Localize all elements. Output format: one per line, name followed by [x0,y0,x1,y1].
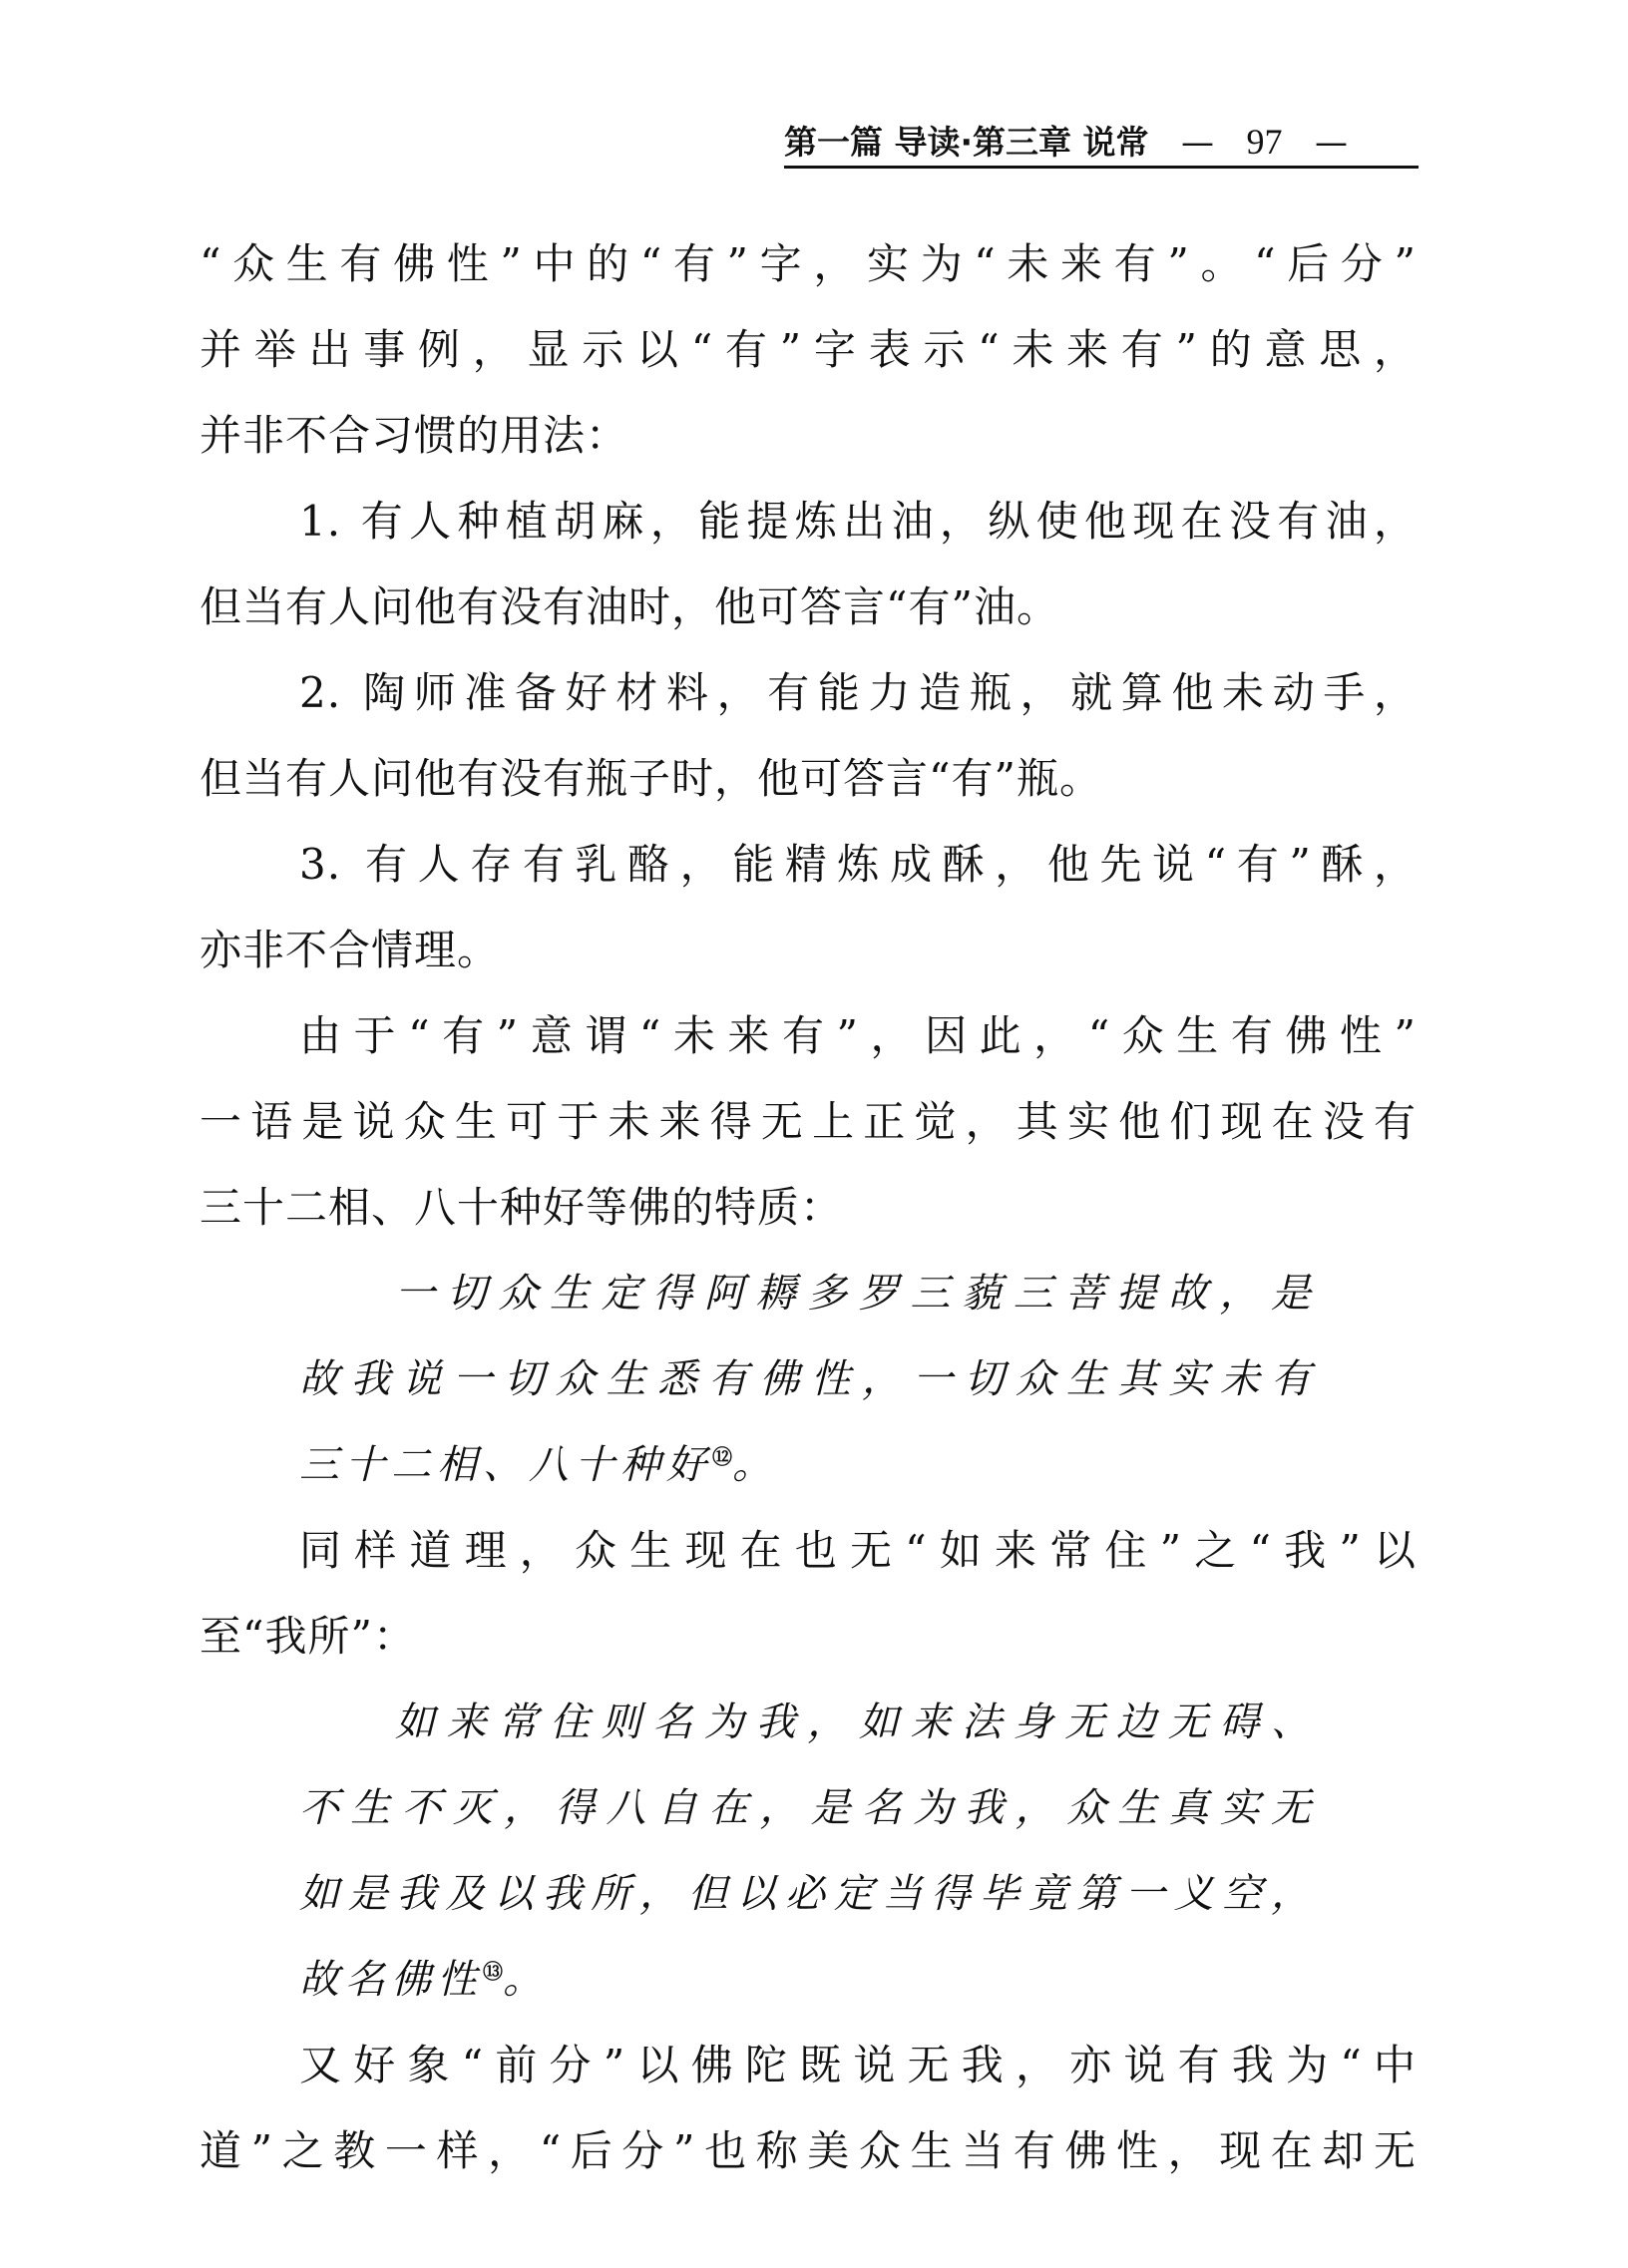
text-line: 道”之教一样，“后分”也称美众生当有佛性，现在却无 [200,2126,1417,2175]
block-quote-1 [299,1251,1317,1508]
quote-text: 三十二相、八十种好 [299,1442,712,1488]
page-number: 97 [1246,122,1283,162]
text-line: 但当有人问他有没有瓶子时，他可答言“有”瓶。 [200,754,1102,803]
paragraph-7 [200,2023,1417,2194]
text-line: “众生有佛性”中的“有”字，实为“未来有”。“后分” [200,239,1417,288]
text-line: 并举出事例，显示以“有”字表示“未来有”的意思， [200,325,1417,374]
running-header [784,118,1419,169]
text-line: 并非不合习惯的用法： [200,411,629,460]
text-line: 三十二相、八十种好等佛的特质： [200,1183,844,1232]
text-line: 1. 有人种植胡麻，能提炼出油，纵使他现在没有油， [299,497,1417,546]
quote-end-punct: 。 [503,1957,549,2003]
header-dash-right: — [1293,123,1348,162]
text-line: 一语是说众生可于未来得无上正觉，其实他们现在没有 [200,1097,1417,1146]
text-line: 同样道理，众生现在也无“如来常住”之“我”以 [299,1526,1417,1575]
quote-line: 如是我及以我所，但以必定当得毕竟第一义空， [299,1871,1317,1917]
paragraph-5 [200,993,1417,1251]
footnote-marker-13: ⑬ [483,1959,503,1984]
text-line: 3. 有人存有乳酪，能精炼成酥，他先说“有”酥， [299,840,1417,889]
paragraph-6 [200,1508,1417,1680]
paragraph-4 [200,822,1417,993]
quote-end-punct: 。 [732,1442,778,1488]
quote-line: 故我说一切众生悉有佛性，一切众生其实未有 [299,1356,1317,1402]
block-quote-2 [299,1680,1317,2023]
text-line: 但当有人问他有没有油时，他可答言“有”油。 [200,582,1059,631]
text-line: 至“我所”： [200,1612,416,1661]
text-line: 又好象“前分”以佛陀既说无我，亦说有我为“中 [299,2041,1417,2089]
header-dash-left: — [1160,123,1235,162]
quote-line-final [299,1422,1317,1508]
quote-text: 故名佛性 [299,1957,483,2003]
paragraph-1 [200,221,1417,479]
quote-line: 如来常住则名为我，如来法身无边无碍、 [395,1700,1317,1745]
paragraph-3 [200,650,1417,822]
header-section-title: 第一篇 导读·第三章 说常 [784,123,1149,162]
quote-line: 一切众生定得阿耨多罗三藐三菩提故，是 [395,1271,1317,1317]
footnote-marker-12: ⑫ [712,1444,732,1469]
text-line: 亦非不合情理。 [200,926,501,974]
text-line: 2. 陶师准备好材料，有能力造瓶，就算他未动手， [299,668,1417,717]
text-line: 由于“有”意谓“未来有”，因此，“众生有佛性” [299,1011,1417,1060]
quote-line-final [299,1937,1317,2023]
quote-line: 不生不灭，得八自在，是名为我，众生真实无 [299,1785,1317,1831]
paragraph-2 [200,479,1417,650]
